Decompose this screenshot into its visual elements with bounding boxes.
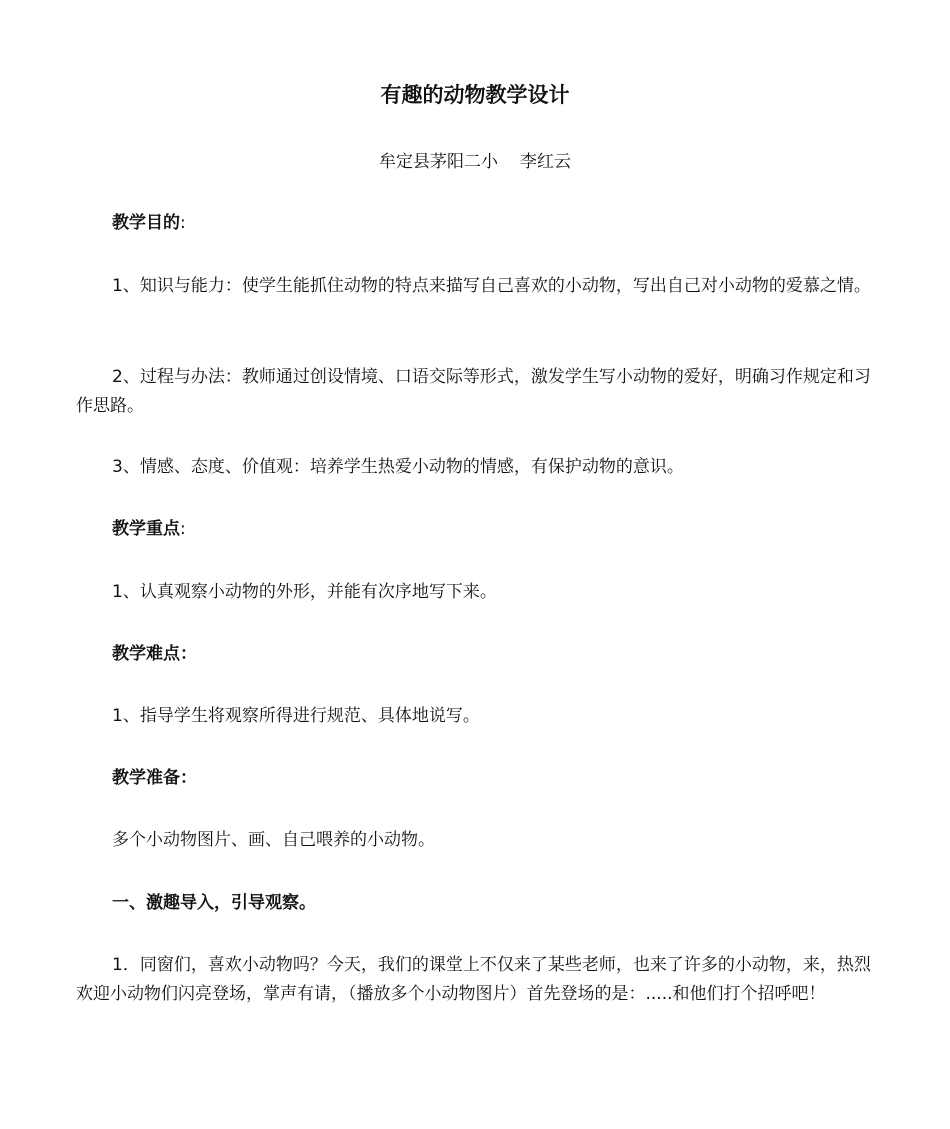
key-points-colon: : [180,519,186,539]
difficulties-heading: 教学难点： [112,644,197,664]
key-point-1: 1、认真观察小动物的外形，并能有次序地写下来。 [112,582,497,602]
author-name: 李红云 [520,152,571,172]
objectives-heading-line [76,209,876,238]
preparation-1: 多个小动物图片、画、自己喂养的小动物。 [112,830,435,850]
author-line [0,148,950,176]
preparation-heading: 教学准备： [112,768,197,788]
objective-3: 3、情感、态度、价值观：培养学生热爱小动物的情感，有保护动物的意识。 [112,457,684,477]
key-points-heading: 教学重点 [112,519,180,539]
objective-2: 2、过程与办法：教师通过创设情境、口语交际等形式，激发学生写小动物的爱好，明确习作规定和习作思路。 [76,367,871,416]
section-1-heading: 一、激趣导入，引导观察。 [112,893,316,913]
difficulty-1: 1、指导学生将观察所得进行规范、具体地说写。 [112,706,480,726]
objectives-heading: 教学目的 [112,213,180,233]
objective-1: 1、知识与能力：使学生能抓住动物的特点来描写自己喜欢的小动物，写出自己对小动物的爱慕之情。 [112,276,871,296]
author-school: 牟定县茅阳二小 [379,152,498,172]
key-points-heading-line [76,515,876,544]
objectives-colon: : [180,213,186,233]
document-title: 有趣的动物教学设计 [380,83,570,107]
section-1-text: 1．同窗们，喜欢小动物吗？今天，我们的课堂上不仅来了某些老师，也来了许多的小动物，来，热烈欢迎小动物们闪亮登场，掌声有请，（播放多个小动物图片）首先登场的是：.....和他们打个招呼吧！ [76,955,871,1004]
